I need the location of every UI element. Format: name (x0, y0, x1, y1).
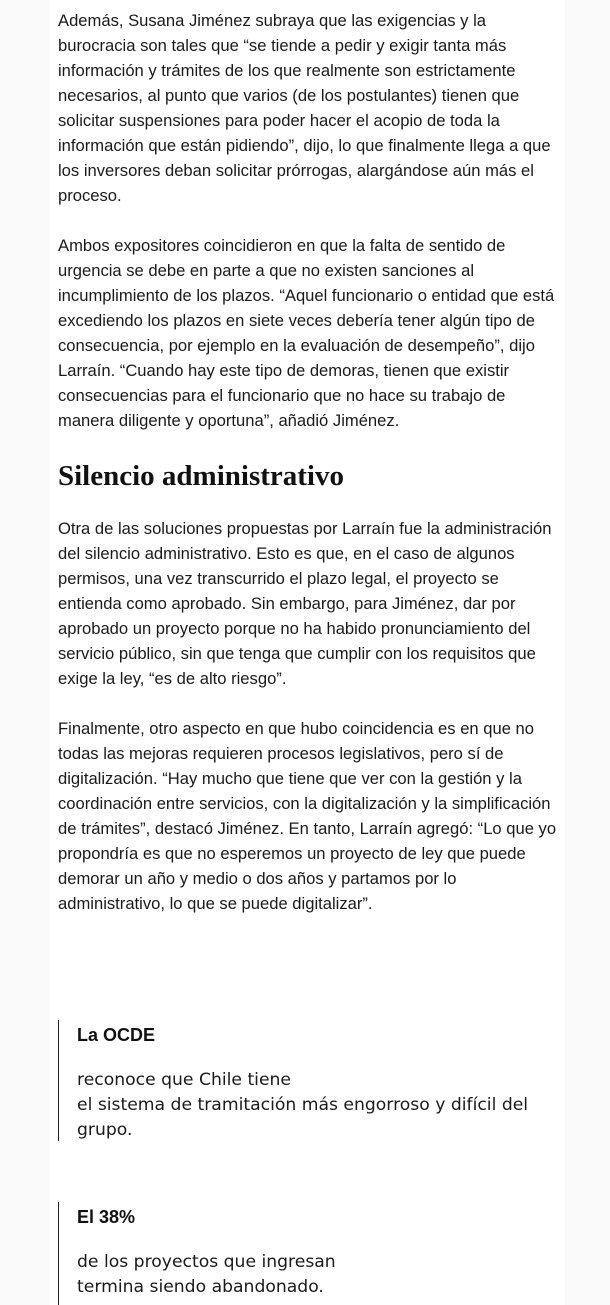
stat-line: de los proyectos que ingresan (77, 1252, 336, 1272)
stat-title: El 38% (77, 1207, 136, 1227)
article-paragraph-4: Finalmente, otro aspecto en que hubo coincidencia es en que no todas las mejoras requieren procesos legislativos, pero sí de digitalización. “Hay mucho que tiene que ver con la gestión y la coordinación entre servicios, con la digitalización y la simplificación de trámites”, destacó Jiménez. En tanto, Larraín agregó: “Lo que yo propondría es que no esperemos un proyecto de ley que puede demorar un año y medio o dos años y partamos por lo administrativo, lo que se puede digitalizar”. (58, 719, 557, 913)
stat-callout-abandoned (58, 1202, 568, 1305)
stat-line: termina siendo abandonado. (77, 1277, 324, 1297)
stat-description (77, 1068, 568, 1141)
section-title: Silencio administrativo (58, 460, 344, 492)
stat-description (77, 1250, 568, 1300)
stat-line: grupo. (77, 1120, 133, 1140)
article-body (58, 8, 558, 916)
stat-callout-ocde (58, 1020, 568, 1141)
stat-line: el sistema de tramitación más engorroso y difícil del (77, 1095, 529, 1115)
stat-line: reconoce que Chile tiene (77, 1070, 292, 1090)
article-paragraph-2: Ambos expositores coincidieron en que la falta de sentido de urgencia se debe en parte a que no existen sanciones al incumplimiento de los plazos. “Aquel funcionario o entidad que está excediendo los plazos en siete veces debería tener algún tipo de consecuencia, por ejemplo en la evaluación de desempeño”, dijo Larraín. “Cuando hay este tipo de demoras, tienen que existir consecuencias para el funcionario que no hace su trabajo de manera diligente y oportuna”, añadió Jiménez. (58, 236, 555, 430)
article-paragraph-3: Otra de las soluciones propuestas por Larraín fue la administración del silencio administrativo. Esto es que, en el caso de algunos permisos, una vez transcurrido el plazo legal, el proyecto se entienda como aprobado. Sin embargo, para Jiménez, dar por aprobado un proyecto porque no ha habido pronunciamiento del servicio público, sin que tenga que cumplir con los requisitos que exige la ley, “es de alto riesgo”. (58, 519, 552, 688)
stat-title: La OCDE (77, 1025, 156, 1045)
article-paragraph-1: Además, Susana Jiménez subraya que las exigencias y la burocracia son tales que “se tiende a pedir y exigir tanta más información y trámites de los que realmente son estrictamente necesarios, al punto que varios (de los postulantes) tienen que solicitar suspensiones para poder hacer el acopio de toda la información que están pidiendo”, dijo, lo que finalmente llega a que los inversores deban solicitar prórrogas, alargándose aún más el proceso. (58, 11, 551, 205)
